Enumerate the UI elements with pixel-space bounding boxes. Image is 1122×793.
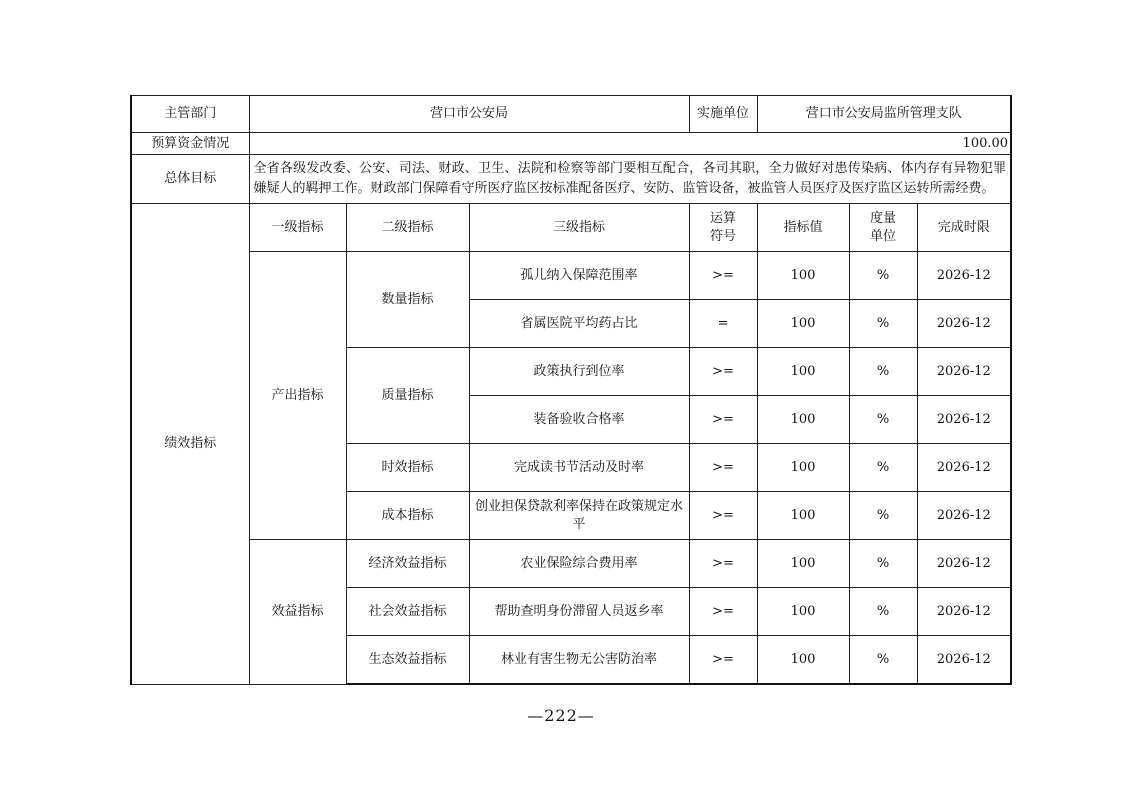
column-header: 完成时限 <box>917 204 1011 252</box>
performance-table <box>130 95 1012 685</box>
unit-cell: % <box>849 252 917 300</box>
unit-label: 实施单位 <box>689 96 757 133</box>
value-cell: 100 <box>757 492 849 540</box>
deadline-cell: 2026-12 <box>917 492 1011 540</box>
indicator-name: 孤儿纳入保障范围率 <box>469 252 689 300</box>
page-number: —222— <box>527 706 595 725</box>
value-cell: 100 <box>757 348 849 396</box>
deadline-cell: 2026-12 <box>917 396 1011 444</box>
deadline-cell: 2026-12 <box>917 348 1011 396</box>
level2-cell: 数量指标 <box>346 252 469 348</box>
level2-cell: 质量指标 <box>346 348 469 444</box>
unit-cell: % <box>849 444 917 492</box>
column-header: 二级指标 <box>346 204 469 252</box>
performance-label: 绩效指标 <box>131 204 249 685</box>
column-header: 一级指标 <box>249 204 346 252</box>
value-cell: 100 <box>757 252 849 300</box>
unit-cell: % <box>849 540 917 588</box>
deadline-cell: 2026-12 <box>917 444 1011 492</box>
deadline-cell: 2026-12 <box>917 540 1011 588</box>
dept-value: 营口市公安局 <box>249 96 689 133</box>
column-header: 三级指标 <box>469 204 689 252</box>
dept-label: 主管部门 <box>131 96 249 133</box>
budget-amount: 100.00 <box>249 133 1011 155</box>
value-cell: 100 <box>757 396 849 444</box>
value-cell: 100 <box>757 588 849 636</box>
level2-cell: 社会效益指标 <box>346 588 469 636</box>
operator-cell: >= <box>689 588 757 636</box>
indicator-name: 帮助查明身份滞留人员返乡率 <box>469 588 689 636</box>
budget-label: 预算资金情况 <box>131 133 249 155</box>
deadline-cell: 2026-12 <box>917 252 1011 300</box>
level1-cell: 产出指标 <box>249 252 346 540</box>
value-cell: 100 <box>757 300 849 348</box>
unit-cell: % <box>849 348 917 396</box>
level2-cell: 经济效益指标 <box>346 540 469 588</box>
level1-cell: 效益指标 <box>249 540 346 685</box>
deadline-cell: 2026-12 <box>917 300 1011 348</box>
operator-cell: >= <box>689 348 757 396</box>
level2-cell: 成本指标 <box>346 492 469 540</box>
goal-label: 总体目标 <box>131 155 249 204</box>
value-cell: 100 <box>757 444 849 492</box>
unit-cell: % <box>849 300 917 348</box>
operator-cell: = <box>689 300 757 348</box>
value-cell: 100 <box>757 540 849 588</box>
unit-cell: % <box>849 492 917 540</box>
budget-row <box>131 133 1011 155</box>
performance-table-sheet <box>130 95 1010 685</box>
operator-cell: >= <box>689 540 757 588</box>
unit-value: 营口市公安局监所管理支队 <box>757 96 1011 133</box>
level2-cell: 生态效益指标 <box>346 636 469 685</box>
indicator-name: 省属医院平均药占比 <box>469 300 689 348</box>
goal-text: 全省各级发改委、公安、司法、财政、卫生、法院和检察等部门要相互配合，各司其职，全力做好对患传染病、体内存有异物犯罪嫌疑人的羁押工作。财政部门保障看守所医疗监区按标准配备医疗、安防、监管设备，被监管人员医疗及医疗监区运转所需经费。 <box>249 155 1011 204</box>
indicator-name: 林业有害生物无公害防治率 <box>469 636 689 685</box>
column-header-row <box>131 204 1011 252</box>
deadline-cell: 2026-12 <box>917 588 1011 636</box>
header-row <box>131 96 1011 133</box>
table-row <box>131 252 1011 300</box>
operator-cell: >= <box>689 636 757 685</box>
table-row <box>131 540 1011 588</box>
value-cell: 100 <box>757 636 849 685</box>
indicator-name: 农业保险综合费用率 <box>469 540 689 588</box>
unit-cell: % <box>849 636 917 685</box>
unit-cell: % <box>849 396 917 444</box>
indicator-name: 创业担保贷款利率保持在政策规定水平 <box>469 492 689 540</box>
unit-cell: % <box>849 588 917 636</box>
operator-cell: >= <box>689 444 757 492</box>
operator-cell: >= <box>689 252 757 300</box>
indicator-name: 完成读书节活动及时率 <box>469 444 689 492</box>
indicator-name: 政策执行到位率 <box>469 348 689 396</box>
column-header: 运算符号 <box>689 204 757 252</box>
deadline-cell: 2026-12 <box>917 636 1011 685</box>
level2-cell: 时效指标 <box>346 444 469 492</box>
column-header: 指标值 <box>757 204 849 252</box>
indicator-name: 装备验收合格率 <box>469 396 689 444</box>
goal-row <box>131 155 1011 204</box>
operator-cell: >= <box>689 396 757 444</box>
column-header: 度量单位 <box>849 204 917 252</box>
operator-cell: >= <box>689 492 757 540</box>
